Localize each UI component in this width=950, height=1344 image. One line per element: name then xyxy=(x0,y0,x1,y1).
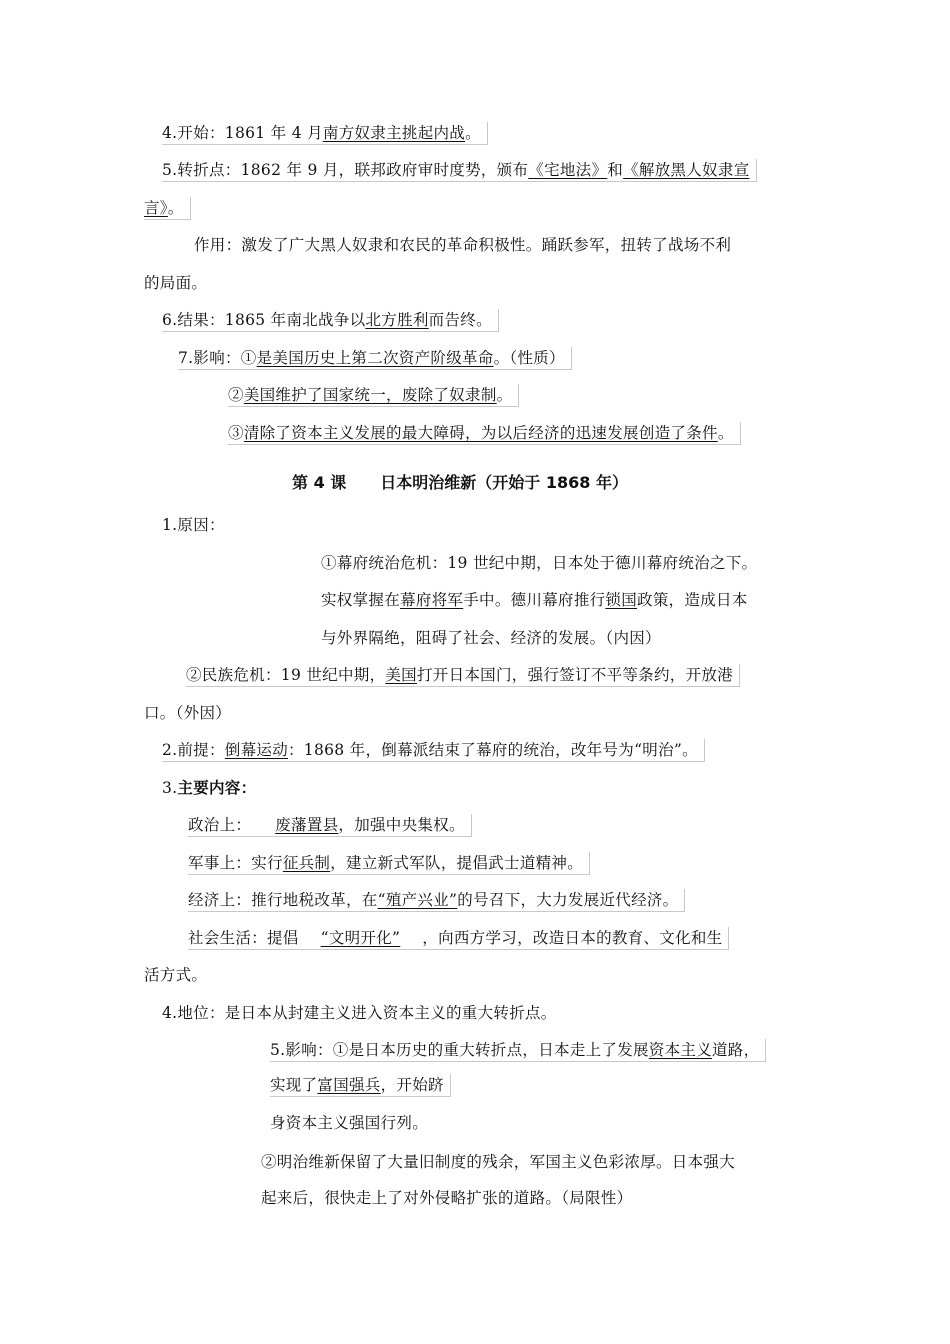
politics-line: 政治上： 废藩置县，加强中央集权。 xyxy=(188,814,472,837)
influence-line-3: ③清除了资本主义发展的最大障碍，为以后经济的迅速发展创造了条件。 xyxy=(228,422,741,445)
lesson-title-text: 日本明治维新（开始于 1868 年） xyxy=(380,473,628,492)
underlined-term: 锁国 xyxy=(605,591,638,609)
underlined-term: “殖产兴业” xyxy=(377,891,458,909)
impact-line-5: 起来后，很快走上了对外侵略扩张的道路。（局限性） xyxy=(261,1189,633,1207)
turning-point-line: 5.转折点：1862 年 9 月，联邦政府审时度势，颁布《宅地法》和《解放黑人奴隶宣 xyxy=(162,159,757,182)
status-line: 4.地位：是日本从封建主义进入资本主义的重大转折点。 xyxy=(162,1004,557,1022)
underlined-term: 北方胜利 xyxy=(365,311,429,329)
underlined-term: “文明开化” xyxy=(320,929,401,947)
lesson-number: 第 4 课 xyxy=(292,473,347,492)
cause1-line-2: 实权掌握在幕府将军手中。德川幕府推行锁国政策，造成日本 xyxy=(321,591,748,609)
underlined-term: 幕府将军 xyxy=(400,591,464,609)
underlined-term: 富国强兵 xyxy=(317,1076,381,1094)
cause2-line-1: ②民族危机：19 世纪中期，美国打开日本国门，强行签订不平等条约，开放港 xyxy=(186,664,740,687)
cause1-line-1: ①幕府统治危机：19 世纪中期，日本处于德川幕府统治之下。 xyxy=(321,554,758,572)
influence-line-1: 7.影响：①是美国历史上第二次资产阶级革命。（性质） xyxy=(178,347,572,370)
underlined-term: 征兵制 xyxy=(282,854,331,872)
result-line: 6.结果：1865 年南北战争以北方胜利而告终。 xyxy=(162,309,499,332)
effect-line-2: 的局面。 xyxy=(144,274,208,292)
underlined-term: 美国 xyxy=(385,666,417,684)
economy-line: 经济上：推行地税改革，在“殖产兴业”的号召下，大力发展近代经济。 xyxy=(188,889,685,912)
underlined-term: 美国维护了国家统一，废除了奴隶制 xyxy=(243,386,497,404)
underlined-term: 《解放黑人奴隶宣 xyxy=(623,161,750,179)
impact-line-1: 5.影响：①是日本历史的重大转折点，日本走上了发展资本主义道路， xyxy=(270,1039,766,1062)
start-line: 4.开始：1861 年 4 月南方奴隶主挑起内战。 xyxy=(162,122,488,145)
premise-line: 2.前提：倒幕运动：1868 年，倒幕派结束了幕府的统治，改年号为“明治”。 xyxy=(162,739,705,762)
underlined-term: 《宅地法》 xyxy=(528,161,608,179)
effect-line-1: 作用：激发了广大黑人奴隶和农民的革命积极性。踊跃参军，扭转了战场不利 xyxy=(194,236,732,254)
underlined-term: 资本主义 xyxy=(648,1041,712,1059)
society-line-1: 社会生活：提倡 “文明开化” ，向西方学习，改造日本的教育、文化和生 xyxy=(188,927,729,950)
impact-line-4: ②明治维新保留了大量旧制度的残余，军国主义色彩浓厚。日本强大 xyxy=(261,1153,736,1171)
cause1-line-3: 与外界隔绝，阻碍了社会、经济的发展。（内因） xyxy=(321,629,661,647)
cause-label: 1.原因： xyxy=(162,516,225,534)
influence-line-2: ②美国维护了国家统一，废除了奴隶制。 xyxy=(228,384,519,407)
underlined-term: 是美国历史上第二次资产阶级革命 xyxy=(256,349,494,367)
society-line-2: 活方式。 xyxy=(144,966,208,984)
underlined-term: 言》 xyxy=(144,199,168,217)
cause2-line-2: 口。（外因） xyxy=(144,704,232,722)
underlined-term: 废藩置县 xyxy=(275,816,339,834)
impact-line-2: 实现了富国强兵，开始跻 xyxy=(270,1074,451,1097)
underlined-term: 倒幕运动 xyxy=(224,741,288,759)
lesson-title xyxy=(292,470,628,493)
turning-point-line-2: 言》。 xyxy=(144,197,191,220)
military-line: 军事上：实行征兵制，建立新式军队，提倡武士道精神。 xyxy=(188,852,590,875)
content-heading: 3.主要内容： xyxy=(162,779,257,797)
underlined-term: 清除了资本主义发展的最大障碍，为以后经济的迅速发展创造了条件 xyxy=(243,424,718,442)
underlined-term: 南方奴隶主挑起内战 xyxy=(322,124,466,142)
impact-line-3: 身资本主义强国行列。 xyxy=(270,1114,429,1132)
